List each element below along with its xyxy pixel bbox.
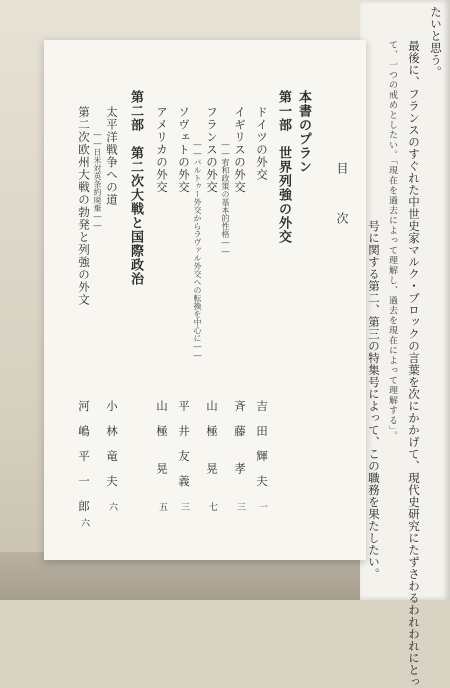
toc-entry[interactable] — [104, 106, 120, 206]
toc-entry[interactable] — [176, 106, 192, 194]
entry-page: 一 — [257, 502, 267, 511]
entry-title: 太平洋戦争への道 — [105, 106, 119, 206]
entry-author: 平 井 友 義 — [177, 400, 191, 488]
entry-page: 五 — [157, 502, 167, 511]
part-1-heading: 第一部 世界列強の外交 — [276, 90, 291, 244]
entry-author: 斉 藤 孝 — [233, 400, 247, 475]
toc-entry[interactable] — [254, 106, 270, 181]
page-title: 目 次 — [335, 162, 349, 236]
facing-text-line: たいと思う。 — [429, 6, 443, 78]
toc-entry[interactable] — [154, 106, 170, 194]
entry-author: 山 極 晃 — [155, 400, 169, 475]
facing-text-line: 最後に、フランスのすぐれた中世史家マルク・ブロックの言葉を次にかかげて、現代史研究にたずさわるわれわれにとっ — [407, 40, 421, 688]
entry-title: アメリカの外交 — [155, 106, 169, 194]
entry-page: 三 — [179, 502, 189, 511]
entry-author: 吉 田 輝 夫 — [255, 400, 269, 488]
toc-entry[interactable] — [232, 106, 248, 194]
entry-title: ソヴェトの外交 — [177, 106, 191, 194]
preface-heading: 本書のプラン — [296, 90, 311, 174]
entry-subtitle: ――バルトゥー外交からラヴァル外交への転換を中心に―― — [193, 140, 202, 360]
entry-page: 六 — [79, 518, 89, 527]
facing-page — [360, 0, 450, 688]
entry-subtitle: ――宥和政策の基本的性格―― — [221, 140, 230, 256]
entry-title: 第二次欧州大戦の勃発と列強の外文 — [77, 106, 91, 306]
entry-author: 山 極 晃 — [205, 400, 219, 475]
entry-subtitle: ――日米対英条約廃棄―― — [93, 130, 102, 230]
entry-title: イギリスの外交 — [233, 106, 247, 194]
entry-page: 六 — [107, 502, 117, 511]
entry-title: ドイツの外交 — [255, 106, 269, 181]
entry-author: 河 嶋 平 一 郎 — [77, 400, 91, 513]
facing-text-line: て、一つの戒めとしたい。「現在を過去によって理解し、過去を現在によって理解する」。 — [387, 40, 397, 441]
entry-author: 小 林 竜 夫 — [105, 400, 119, 488]
entry-title: フランスの外交 — [205, 106, 219, 194]
toc-entry[interactable] — [204, 106, 220, 194]
entry-page: 七 — [207, 502, 217, 511]
part-2-heading: 第二部 第二次大戦と国際政治 — [128, 90, 143, 286]
toc-entry[interactable] — [76, 106, 92, 306]
entry-page: 三 — [235, 502, 245, 511]
facing-text-line: 号に関する第二、第三の特集号によって、この職務を果たしたい。 — [367, 220, 381, 580]
contents-page — [44, 40, 366, 560]
